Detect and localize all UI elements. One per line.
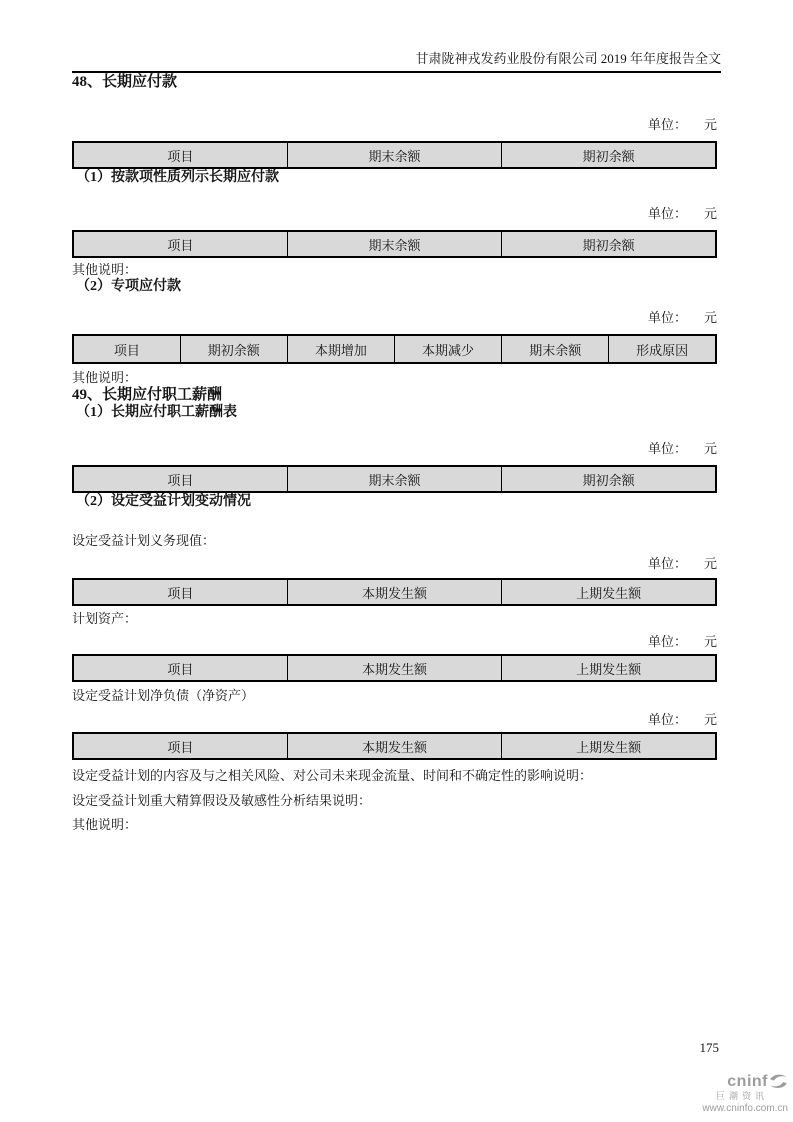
table-header-row: [73, 335, 716, 363]
table-49-2-obligation-present-value: [72, 578, 717, 606]
col-header-beginning-balance: 期初余额: [502, 231, 716, 257]
col-header-item: 项目: [73, 335, 180, 363]
section-49-2-heading: （2）设定受益计划变动情况: [76, 494, 251, 509]
unit-line: [72, 634, 717, 650]
section-49-heading: 49、长期应付职工薪酬: [72, 387, 223, 403]
unit-value: 元: [703, 556, 717, 571]
other-note: 其他说明：: [72, 262, 138, 277]
col-header-beginning-balance: 期初余额: [502, 142, 716, 168]
logo-brand-row: [678, 1073, 788, 1090]
col-header-beginning-balance: 期初余额: [502, 466, 716, 492]
unit-label: 单位：: [647, 556, 687, 571]
table-48-1-payables-by-nature: [72, 230, 717, 258]
table-header-row: [73, 579, 716, 605]
defined-benefit-risk-note: 设定受益计划的内容及与之相关风险、对公司未来现金流量、时间和不确定性的影响说明：: [72, 768, 593, 783]
cninfo-swirl-icon: [769, 1073, 788, 1090]
cninfo-logo: [678, 1073, 788, 1114]
table-header-row: [73, 231, 716, 257]
unit-label: 单位：: [647, 441, 687, 456]
actuarial-assumption-note: 设定受益计划重大精算假设及敏感性分析结果说明：: [72, 793, 372, 808]
unit-label: 单位：: [647, 206, 687, 221]
section-49-1-heading: （1）长期应付职工薪酬表: [76, 405, 237, 420]
content: [72, 73, 717, 833]
unit-line: [72, 117, 717, 133]
unit-value: 元: [703, 310, 717, 325]
net-liability-label: 设定受益计划净负债（净资产）: [72, 688, 255, 703]
unit-value: 元: [703, 206, 717, 221]
table-49-1-longterm-employee-compensation: [72, 465, 717, 493]
logo-url: www.cninfo.com.cn: [702, 1103, 788, 1114]
unit-line: [72, 206, 717, 222]
defined-benefit-obligation-label: 设定受益计划义务现值：: [72, 533, 216, 548]
report-title: 甘肃陇神戎发药业股份有限公司 2019 年年度报告全文: [415, 51, 721, 66]
col-header-ending-balance: 期末余额: [502, 335, 609, 363]
table-header-row: [73, 466, 716, 492]
col-header-item: 项目: [73, 579, 287, 605]
unit-line: [72, 712, 717, 728]
col-header-prior-period: 上期发生额: [502, 655, 716, 681]
unit-value: 元: [703, 117, 717, 132]
unit-label: 单位：: [647, 117, 687, 132]
col-header-prior-period: 上期发生额: [502, 579, 716, 605]
col-header-item: 项目: [73, 466, 287, 492]
page-header: [72, 0, 721, 73]
section-48-1-heading: （1）按款项性质列示长期应付款: [76, 170, 279, 185]
col-header-current-period: 本期发生额: [287, 579, 501, 605]
col-header-decrease: 本期减少: [394, 335, 501, 363]
section-48-heading: 48、长期应付款: [72, 74, 178, 90]
col-header-ending-balance: 期末余额: [287, 466, 501, 492]
table-48-2-special-payables: [72, 334, 717, 364]
col-header-item: 项目: [73, 142, 287, 168]
unit-value: 元: [703, 634, 717, 649]
logo-brand-text: cninf: [727, 1072, 768, 1090]
col-header-item: 项目: [73, 733, 287, 759]
col-header-reason: 形成原因: [609, 335, 716, 363]
table-header-row: [73, 733, 716, 759]
col-header-ending-balance: 期末余额: [287, 231, 501, 257]
other-note: 其他说明：: [72, 817, 138, 832]
page-number: 175: [699, 1040, 719, 1055]
col-header-item: 项目: [73, 231, 287, 257]
logo-subtitle: 巨潮资讯: [715, 1091, 768, 1101]
table-header-row: [73, 655, 716, 681]
col-header-ending-balance: 期末余额: [287, 142, 501, 168]
plan-assets-label: 计划资产：: [72, 611, 138, 626]
col-header-current-period: 本期发生额: [287, 655, 501, 681]
col-header-prior-period: 上期发生额: [502, 733, 716, 759]
table-49-2-net-liability: [72, 732, 717, 760]
table-48-longterm-payables: [72, 141, 717, 169]
unit-label: 单位：: [647, 712, 687, 727]
unit-line: [72, 441, 717, 457]
table-header-row: [73, 142, 716, 168]
col-header-increase: 本期增加: [287, 335, 394, 363]
section-48-2-heading: （2）专项应付款: [76, 279, 181, 294]
col-header-beginning-balance: 期初余额: [180, 335, 287, 363]
unit-value: 元: [703, 441, 717, 456]
unit-label: 单位：: [647, 310, 687, 325]
table-49-2-plan-assets: [72, 654, 717, 682]
col-header-current-period: 本期发生额: [287, 733, 501, 759]
unit-value: 元: [703, 712, 717, 727]
other-note: 其他说明：: [72, 370, 138, 385]
col-header-item: 项目: [73, 655, 287, 681]
unit-label: 单位：: [647, 634, 687, 649]
unit-line: [72, 556, 717, 572]
unit-line: [72, 310, 717, 326]
